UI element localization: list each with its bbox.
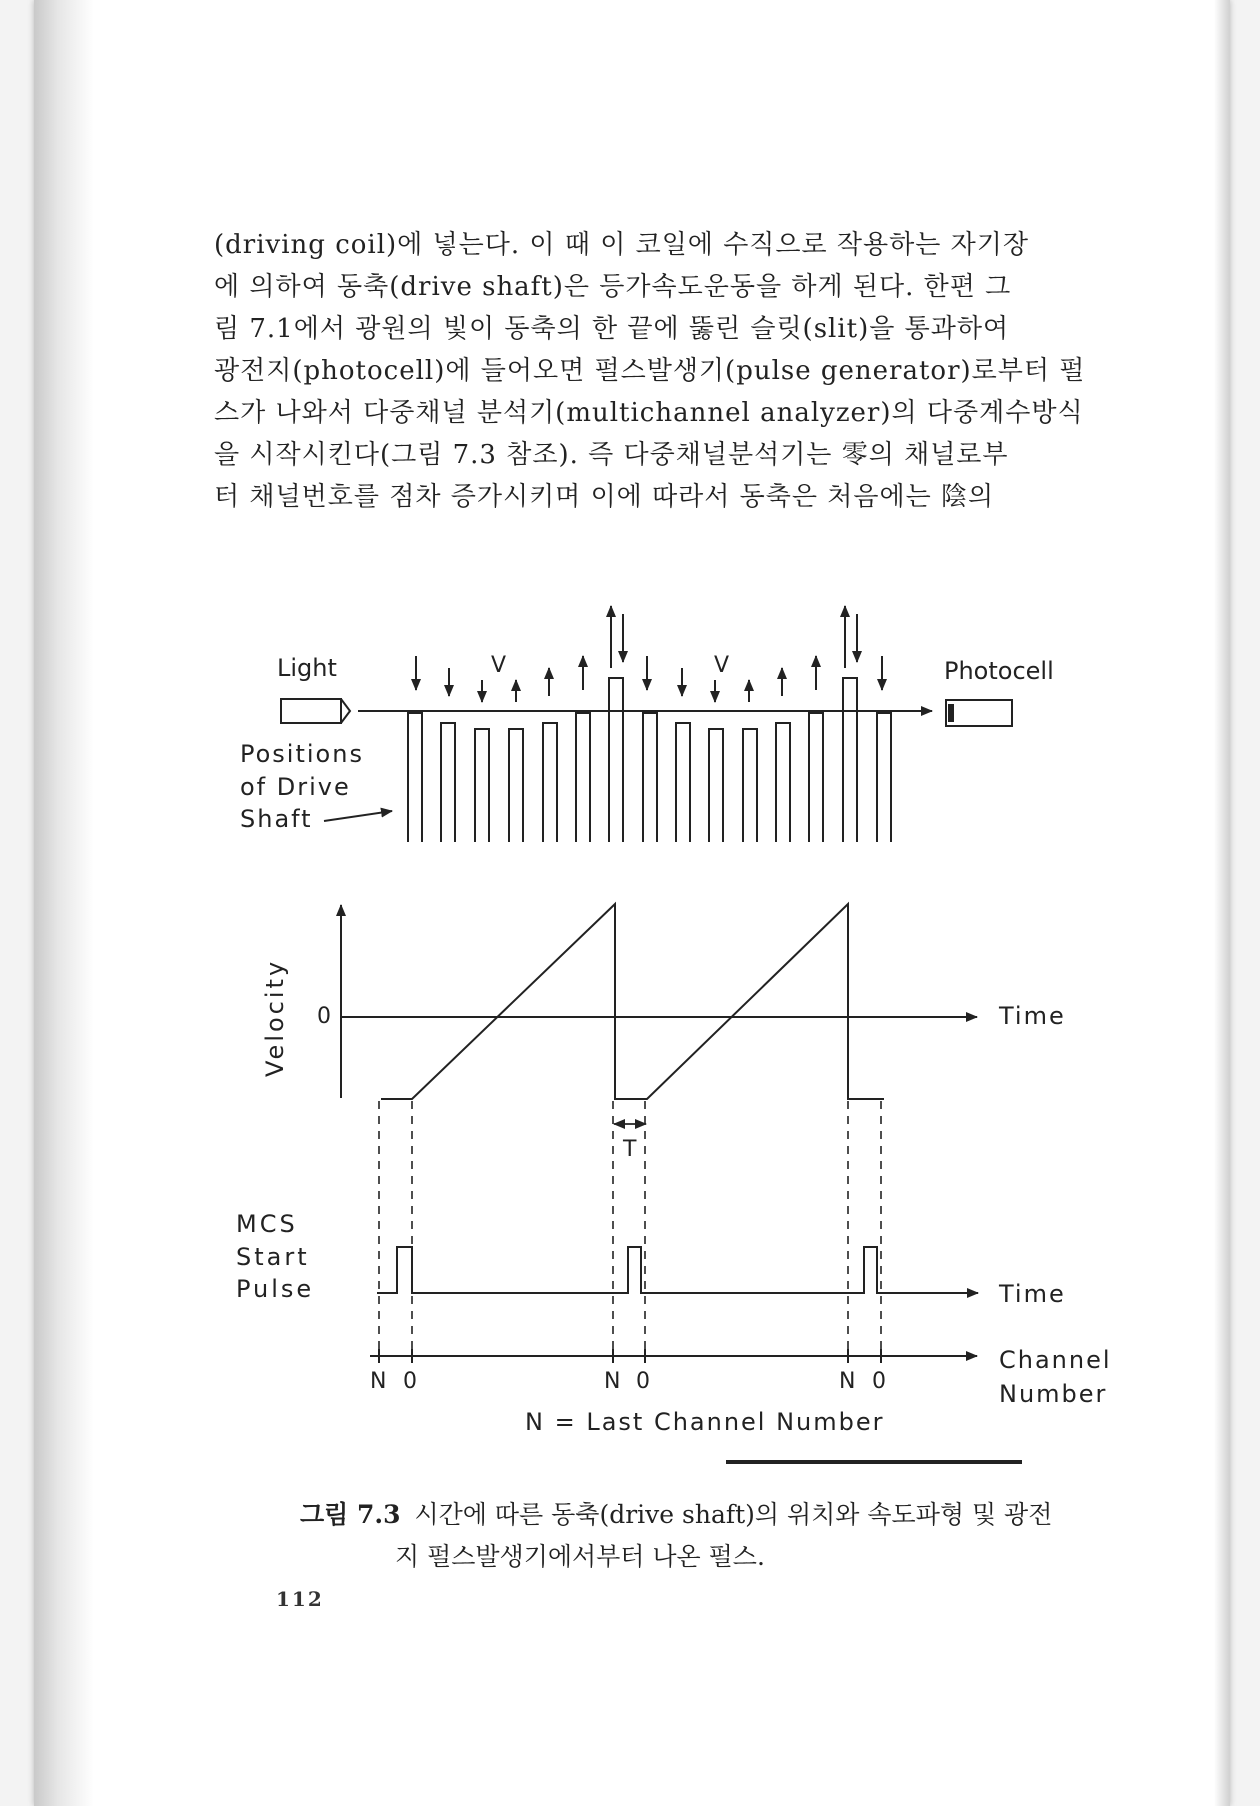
shaft-position-1 — [408, 713, 422, 842]
shaft-position-4 — [509, 729, 523, 842]
channel-label-2: Number — [999, 1380, 1108, 1408]
light-label: Light — [277, 654, 337, 682]
mcs-label-2: Start — [236, 1243, 310, 1271]
shaft-position-13 — [809, 713, 823, 842]
shaft-position-15 — [877, 713, 891, 842]
channel-n-label: N — [839, 1369, 856, 1394]
shaft-position-3 — [475, 729, 489, 842]
t-label: T — [623, 1137, 637, 1162]
body-line-4: 광전지(photocell)에 들어오면 펄스발생기(pulse generator)로부터 펄 — [214, 356, 1086, 386]
motion-arrows — [416, 606, 882, 702]
mcs-label-1: MCS — [236, 1210, 298, 1238]
channel-n-label: N — [370, 1369, 387, 1394]
v-marker-2: V — [714, 653, 730, 678]
channel-label-1: Channel — [999, 1346, 1112, 1374]
light-source-icon — [281, 699, 350, 723]
shaft-position-5 — [543, 723, 557, 842]
body-line-5: 스가 나와서 다중채널 분석기(multichannel analyzer)의 다중계수방식 — [214, 398, 1084, 428]
caption-line-2: 지 펄스발생기에서부터 나온 펄스. — [395, 1542, 765, 1571]
shaft-position-6 — [576, 713, 590, 842]
caption-line-1: 시간에 따른 동축(drive shaft)의 위치와 속도파형 및 광전 — [414, 1500, 1053, 1529]
positions-label-1: Positions — [240, 740, 364, 768]
channel-tick-labels — [370, 1369, 886, 1394]
channel-zero-label: 0 — [636, 1369, 650, 1394]
velocity-label: Velocity — [261, 958, 289, 1077]
body-line-3: 림 7.1에서 광원의 빛이 동축의 한 끝에 뚫린 슬릿(slit)을 통과하여 — [214, 314, 1010, 344]
v-marker-1: V — [491, 653, 507, 678]
shaft-position-11 — [743, 729, 757, 842]
positions-label-3: Shaft — [240, 805, 313, 833]
mcs-label-3: Pulse — [236, 1275, 315, 1303]
photocell-icon — [946, 700, 1012, 726]
zero-velocity-label: 0 — [317, 1004, 331, 1029]
velocity-waveform — [381, 904, 884, 1099]
shaft-position-10 — [709, 729, 723, 842]
body-line-1: (driving coil)에 넣는다. 이 때 이 코일에 수직으로 작용하는 자기장 — [214, 230, 1029, 260]
body-line-6: 을 시작시킨다(그림 7.3 참조). 즉 다중채널분석기는 零의 채널로부 — [214, 440, 1009, 470]
shaft-position-12 — [776, 723, 790, 842]
figure-caption — [300, 1494, 1120, 1578]
mcs-pulse-train — [377, 1247, 978, 1293]
time-label-velocity: Time — [999, 1002, 1066, 1030]
page-number: 112 — [276, 1587, 324, 1611]
last-channel-note: N = Last Channel Number — [525, 1408, 885, 1436]
drive-shaft-positions — [408, 678, 891, 842]
channel-zero-label: 0 — [872, 1369, 886, 1394]
caption-label: 그림 7.3 — [300, 1500, 401, 1529]
shaft-position-7 — [609, 678, 623, 842]
shaft-position-14 — [843, 678, 857, 842]
shaft-position-9 — [676, 723, 690, 842]
body-line-7: 터 채널번호를 점차 증가시키며 이에 따라서 동축은 처음에는 陰의 — [214, 482, 995, 512]
channel-zero-label: 0 — [403, 1369, 417, 1394]
positions-pointer-arrow — [324, 811, 392, 821]
shaft-position-2 — [441, 723, 455, 842]
photocell-label: Photocell — [944, 657, 1054, 685]
body-line-2: 에 의하여 동축(drive shaft)은 등가속도운동을 하게 된다. 한편 그 — [214, 272, 1012, 302]
channel-n-label: N — [604, 1369, 621, 1394]
positions-label-2: of Drive — [240, 773, 351, 801]
time-label-pulse: Time — [999, 1280, 1066, 1308]
shaft-position-8 — [643, 713, 657, 842]
